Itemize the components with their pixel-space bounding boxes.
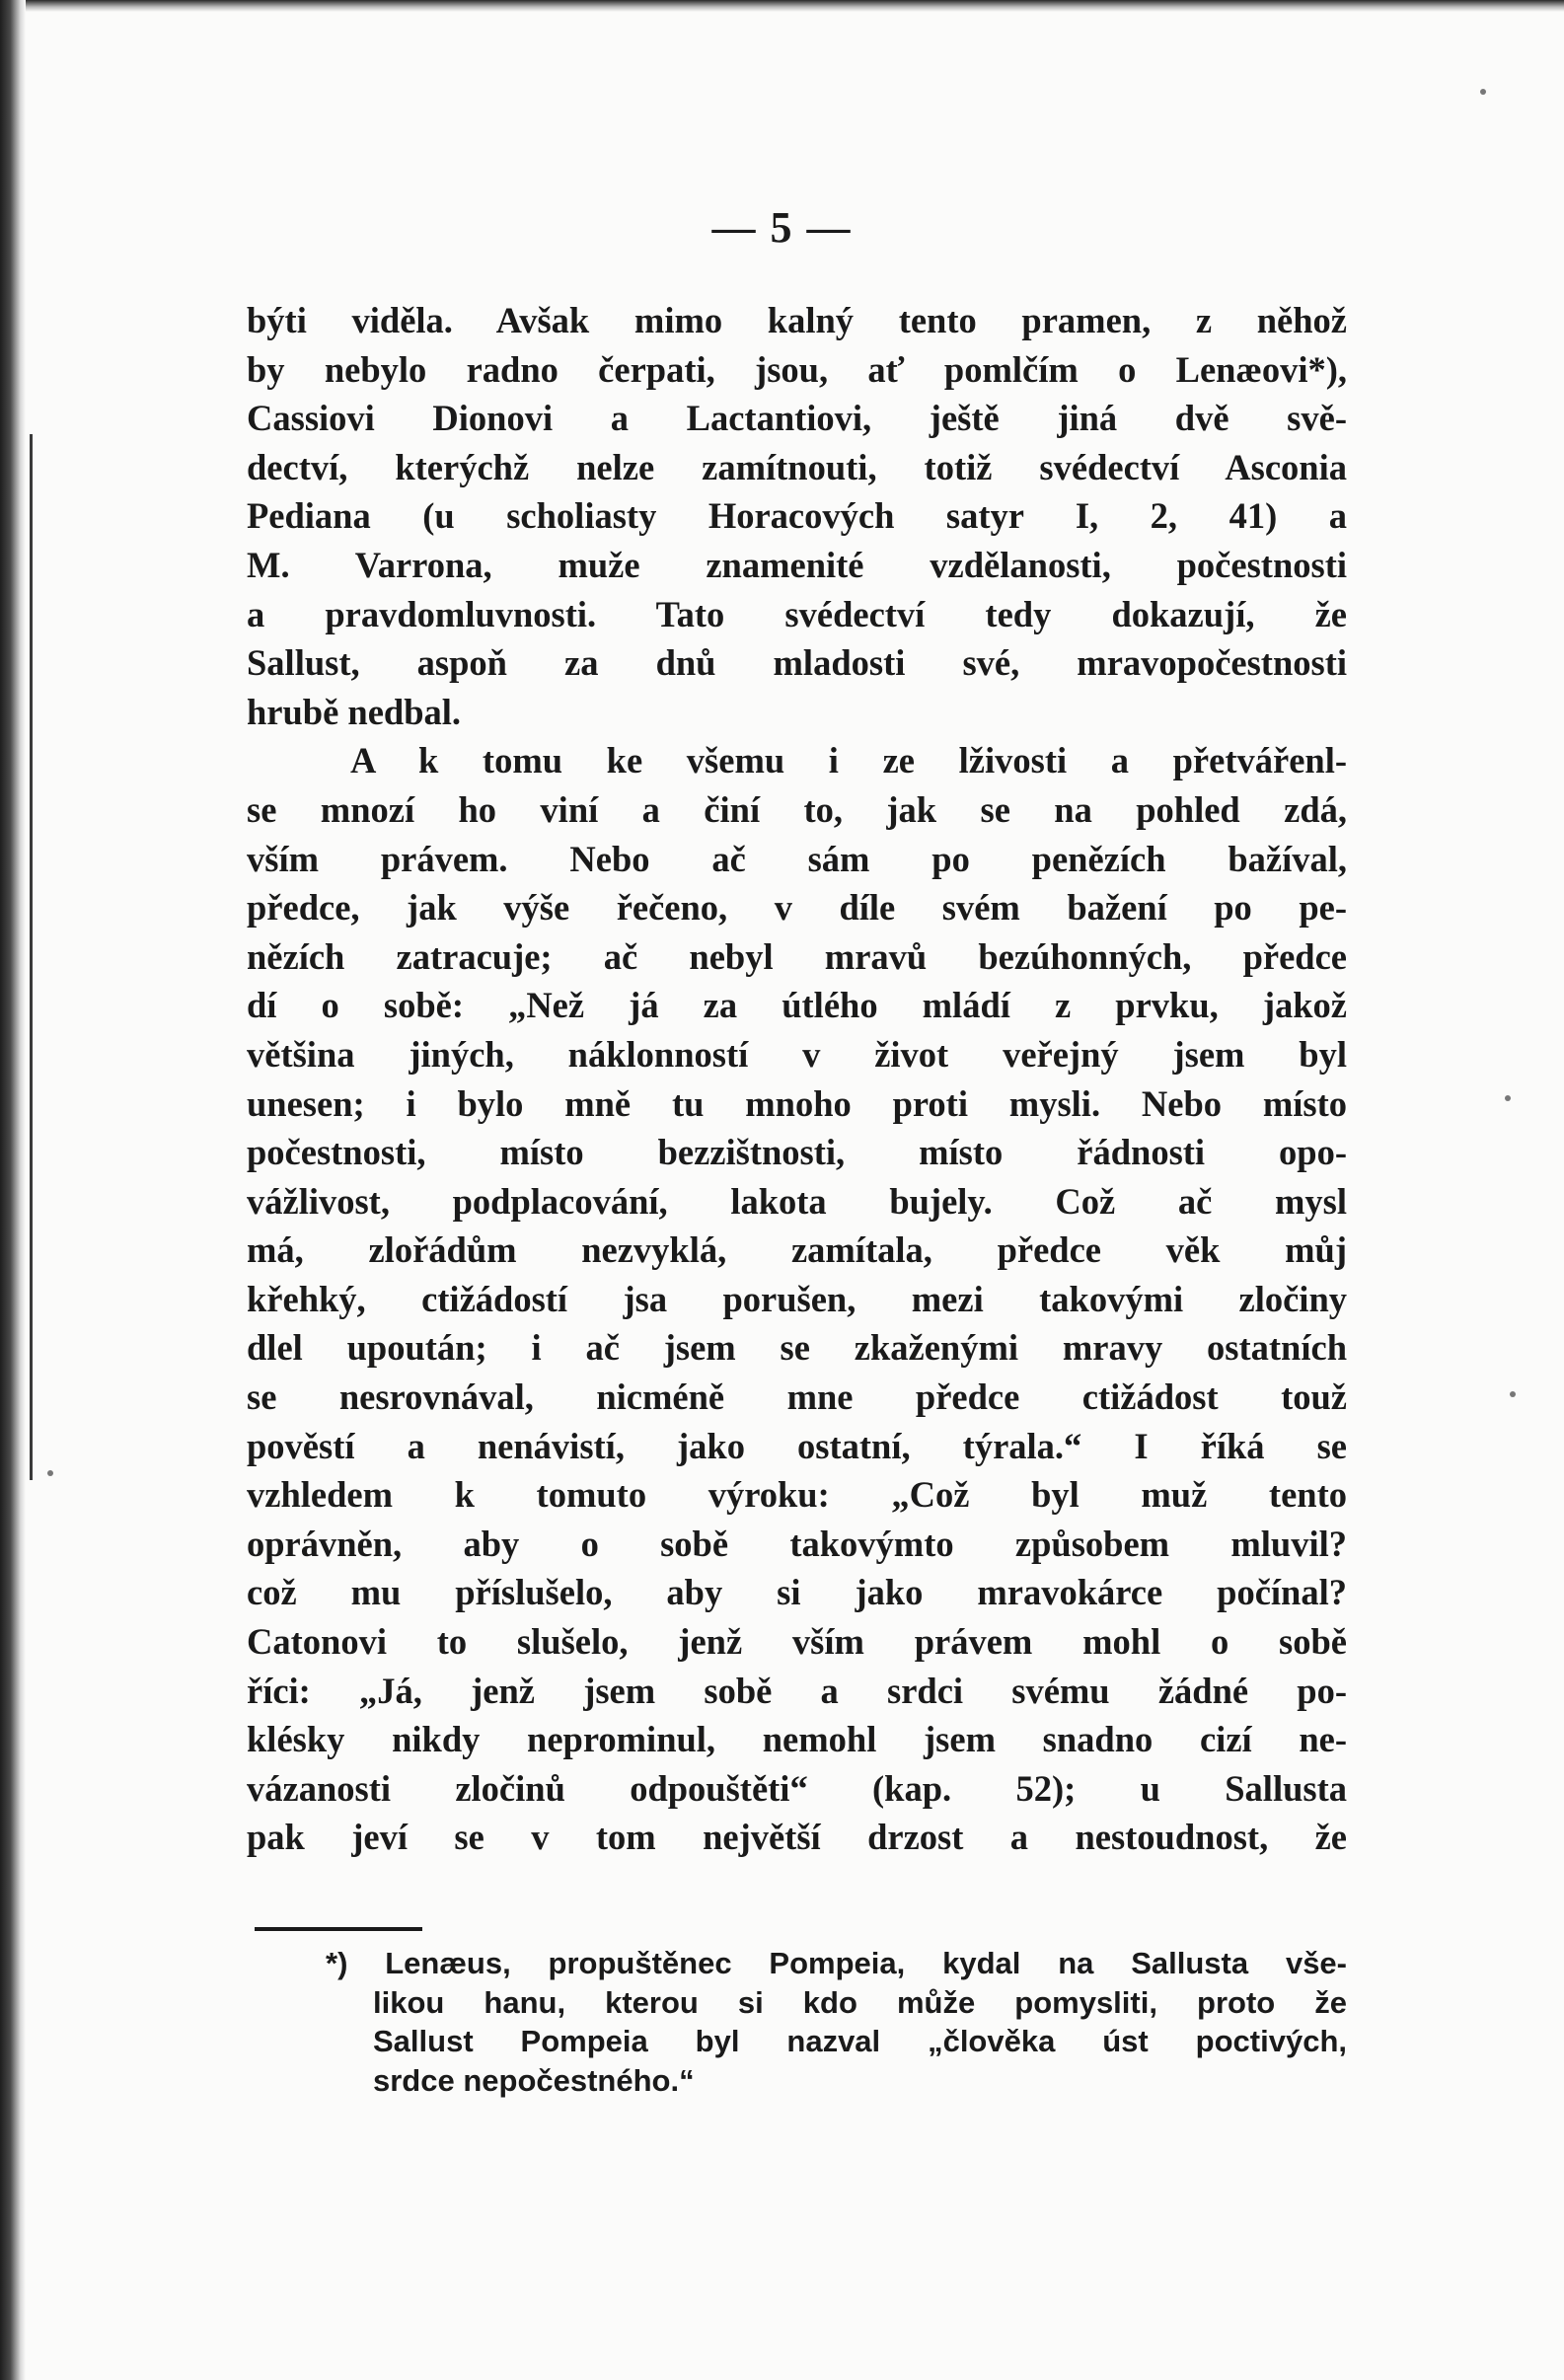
text-line: hrubě nedbal. (247, 691, 462, 732)
scan-edge-top (0, 0, 1564, 12)
footnote-line: likou hanu, kterou si kdo může pomysliti, proto že (373, 1984, 1347, 2020)
scan-margin-line (30, 434, 33, 1480)
text-line: říci: „Já, jenž jsem sobě a srdci svému žádné po- (247, 1670, 1347, 1711)
text-line: a pravdomluvnosti. Tato svédectví tedy dokazují, že (247, 593, 1347, 634)
footnote-line: *) Lenæus, propuštěnec Pompeia, kydal na Sallusta vše- (326, 1946, 1347, 1980)
text-line: unesen; i bylo mně tu mnoho proti mysli. Nebo místo (247, 1082, 1347, 1124)
text-line: klésky nikdy neprominul, nemohl jsem snadno cizí ne- (247, 1719, 1347, 1760)
scan-speck (1505, 1095, 1511, 1101)
text-line: dí o sobě: „Než já za útlého mládí z prvku, jakož (247, 985, 1347, 1026)
text-line: vším právem. Nebo ač sám po penězích bažíval, (247, 838, 1347, 879)
text-line: křehký, ctižádostí jsa porušen, mezi takovými zločiny (247, 1278, 1347, 1319)
text-line: býti viděla. Avšak mimo kalný tento pramen, z něhož (247, 300, 1347, 340)
text-line: vázanosti zločinů odpouštěti“ (kap. 52); u Sallusta (247, 1767, 1347, 1809)
text-line: se nesrovnával, nicméně mne předce ctižádost touž (247, 1376, 1347, 1418)
text-line: nězích zatracuje; ač nebyl mravů bezúhonných, předce (247, 935, 1347, 977)
scan-speck (1510, 1391, 1516, 1397)
text-line: pak jeví se v tom největší drzost a nestoudnost, že (247, 1817, 1347, 1858)
scan-speck (47, 1470, 53, 1476)
page-number: — 5 — (711, 203, 853, 252)
scan-speck (1480, 89, 1486, 95)
text-line: se mnozí ho viní a činí to, jak se na pohled zdá, (247, 788, 1347, 830)
text-line: počestnosti, místo bezzištnosti, místo řádnosti opo- (247, 1132, 1347, 1173)
footnote (326, 1944, 1347, 2100)
text-line: Sallust, aspoň za dnů mladosti své, mravopočestnosti (247, 642, 1347, 684)
footnote-line: Sallust Pompeia byl nazval „člověka úst poctivých, (373, 2024, 1347, 2058)
text-line: A k tomu ke všemu i ze lživosti a přetvářenl- (350, 740, 1347, 781)
text-line: většina jiných, náklonností v život veřejný jsem byl (247, 1033, 1347, 1075)
text-line: předce, jak výše řečeno, v díle svém bažení po pe- (247, 887, 1347, 929)
text-line: by nebylo radno čerpati, jsou, ať pomlčím o Lenæovi*), (247, 348, 1347, 390)
text-line: vzhledem k tomuto výroku: „Což byl muž tento (247, 1474, 1347, 1516)
body-text (247, 296, 1347, 1862)
text-line: Catonovi to slušelo, jenž vším právem mohl o sobě (247, 1621, 1347, 1663)
text-line: což mu příslušelo, aby si jako mravokárce počínal? (247, 1572, 1347, 1613)
footnote-divider (255, 1927, 422, 1931)
scan-edge-left (0, 0, 26, 2380)
text-line: dlel upoután; i ač jsem se zkaženými mravy ostatních (247, 1327, 1347, 1369)
text-line: vážlivost, podplacování, lakota bujely. Což ač mysl (247, 1180, 1347, 1222)
text-line: má, zlořádům nezvyklá, zamítala, předce věk můj (247, 1229, 1347, 1271)
text-line: oprávněn, aby o sobě takovýmto způsobem mluvil? (247, 1523, 1347, 1564)
text-line: M. Varrona, muže znamenité vzdělanosti, počestnosti (247, 544, 1347, 585)
footnote-line: srdce nepočestného.“ (373, 2062, 695, 2098)
text-line: Pediana (u scholiasty Horacových satyr I, 2, 41) a (247, 495, 1347, 537)
text-line: dectví, kterýchž nelze zamítnouti, totiž svédectví Asconia (247, 446, 1347, 487)
text-line: Cassiovi Dionovi a Lactantiovi, ještě jiná dvě svě- (247, 398, 1347, 439)
text-line: pověstí a nenávistí, jako ostatní, týrala.“ I říká se (247, 1425, 1347, 1466)
